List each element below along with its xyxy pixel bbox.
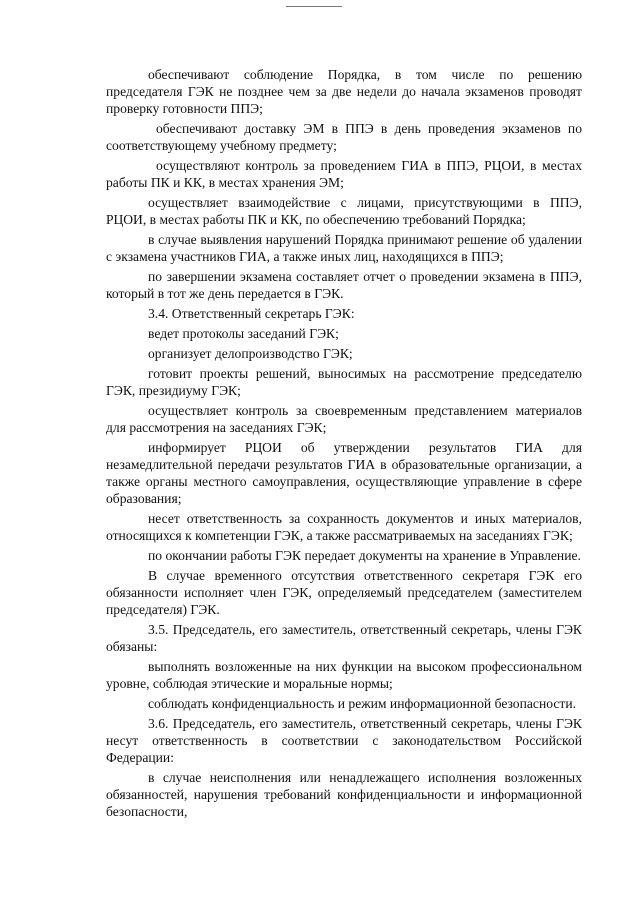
- paragraph-1: обеспечивают соблюдение Порядка, в том числе по решению председателя ГЭК не позднее чем за две недели до начала экзаменов проводят проверку готовности ППЭ;: [106, 67, 582, 116]
- paragraph-5: в случае выявления нарушений Порядка принимают решение об удалении с экзамена участников ГИА, а также иных лиц, находящихся в ППЭ;: [106, 232, 582, 264]
- top-rule: [286, 6, 342, 7]
- paragraph-20: в случае неисполнения или ненадлежащего исполнения возложенных обязанностей, нарушения требований конфиденциальности и информационной безопасности,: [106, 770, 582, 819]
- document-page: [106, 66, 582, 823]
- section-3-5-heading: 3.5. Председатель, его заместитель, ответственный секретарь, члены ГЭК обязаны:: [106, 622, 582, 654]
- paragraph-4: осуществляет взаимодействие с лицами, присутствующими в ППЭ, РЦОИ, в местах работы ПК и КК, по обеспечению требований Порядка;: [106, 195, 582, 227]
- paragraph-14: по окончании работы ГЭК передает документы на хранение в Управление.: [148, 548, 581, 563]
- paragraph-15: В случае временного отсутствия ответственного секретаря ГЭК его обязанности исполняет член ГЭК, определяемый председателем (заместителем председателя) ГЭК.: [106, 568, 582, 617]
- paragraph-11: осуществляет контроль за своевременным представлением материалов для рассмотрения на заседаниях ГЭК;: [106, 403, 582, 435]
- section-3-4-heading: 3.4. Ответственный секретарь ГЭК:: [148, 306, 355, 321]
- paragraph-8: ведет протоколы заседаний ГЭК;: [148, 326, 339, 341]
- paragraph-6: по завершении экзамена составляет отчет о проведении экзамена в ППЭ, который в тот же день передается в ГЭК.: [106, 269, 582, 301]
- paragraph-12: информирует РЦОИ об утверждении результатов ГИА для незамедлительной передачи результатов ГИА в образовательные организации, а также органы местного самоуправления, осуществляющие управление в сфере образования;: [106, 440, 582, 506]
- section-3-6-heading: 3.6. Председатель, его заместитель, ответственный секретарь, члены ГЭК несут ответственность в соответствии с законодательством Российской Федерации:: [106, 716, 582, 765]
- paragraph-13: несет ответственность за сохранность документов и иных материалов, относящихся к компетенции ГЭК, а также рассматриваемых на заседаниях ГЭК;: [106, 511, 582, 543]
- paragraph-10: готовит проекты решений, выносимых на рассмотрение председателю ГЭК, президиуму ГЭК;: [106, 366, 582, 398]
- paragraph-17: выполнять возложенные на них функции на высоком профессиональном уровне, соблюдая этические и моральные нормы;: [106, 659, 582, 691]
- paragraph-18: соблюдать конфиденциальность и режим информационной безопасности.: [148, 696, 577, 711]
- paragraph-3: осуществляют контроль за проведением ГИА в ППЭ, РЦОИ, в местах работы ПК и КК, в местах хранения ЭМ;: [106, 158, 582, 190]
- paragraph-9: организует делопроизводство ГЭК;: [148, 346, 353, 361]
- paragraph-2: обеспечивают доставку ЭМ в ППЭ в день проведения экзаменов по соответствующему учебному предмету;: [106, 121, 582, 153]
